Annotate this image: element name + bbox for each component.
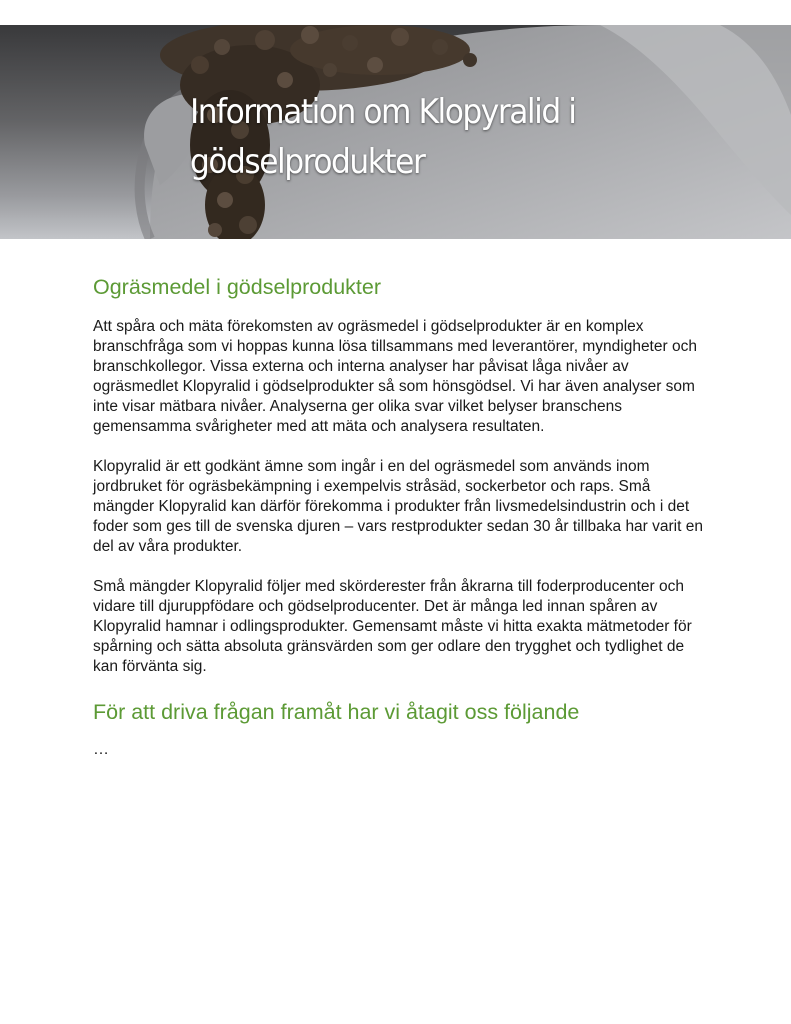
paragraph-2: Klopyralid är ett godkänt ämne som ingår i en del ogräsmedel som används inom jordbruket för ogräsbekämpning i exempelvis stråsäd, sockerbetor och raps. Små mängder Klopyralid kan därför förekomma i produkter från livsmedelsindustrin och i det foder som ges till de svenska djuren – vars restprodukter sedan 30 år tillbaka har varit en del av våra produkter. — [93, 458, 703, 555]
page-title-line2: gödselprodukter — [190, 142, 425, 182]
page-title-line1: Information om Klopyralid i — [190, 92, 576, 132]
paragraph-1: Att spåra och mäta förekomsten av ogräsmedel i gödselprodukter är en komplex branschfråga som vi hoppas kunna lösa tillsammans med leverantörer, myndigheter och branschkollegor. Vissa externa och interna analyser har påvisat låga nivåer av ogräsmedlet Klopyralid i gödselprodukter så som hönsgödsel. Vi har även analyser som inte visar mätbara nivåer. Analyserna ger olika svar vilket belyser branschens gemensamma svårigheter med att mäta och analysera resultaten. — [93, 318, 697, 435]
section-heading-weed-killers: Ogräsmedel i gödselprodukter — [93, 275, 382, 299]
main-content — [93, 272, 708, 759]
page-title — [190, 87, 632, 187]
header-banner — [0, 25, 791, 239]
paragraph-3: Små mängder Klopyralid följer med skörderester från åkrarna till foderproducenter och vidare till djuruppfödare och gödselproducenter. Det är många led innan spåren av Klopyralid hamnar i odlingsprodukter. Gemensamt måste vi hitta exakta mätmetoder för spårning och sätta absoluta gränsvärden som ger odlare den trygghet och tydlighet de kan förvänta sig. — [93, 578, 692, 675]
commitments-list: … — [93, 741, 109, 758]
section-heading-commitments: För att driva frågan framåt har vi åtagit oss följande — [93, 700, 580, 724]
